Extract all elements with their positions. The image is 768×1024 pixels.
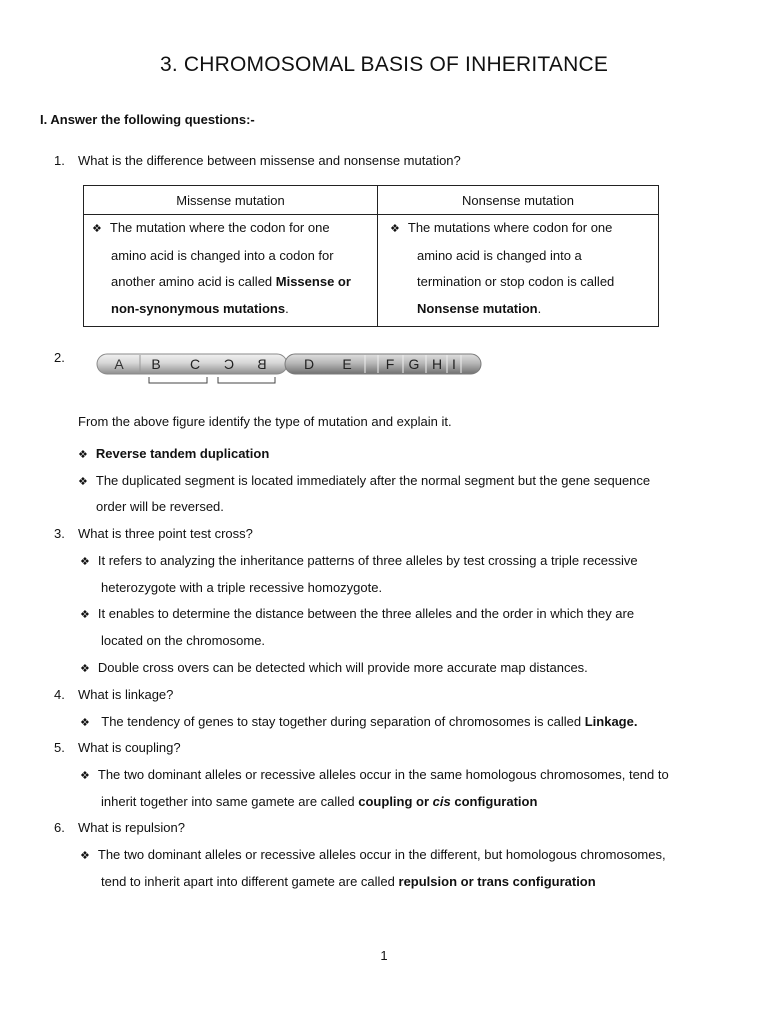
mutation-comparison-table <box>83 185 659 327</box>
answer-bullet: ❖ The two dominant alleles or recessive alleles occur in the same homologous chromosomes, tend to <box>80 767 669 782</box>
segment-bracket <box>149 377 207 383</box>
question-1 <box>54 153 461 168</box>
answer-line: inherit together into same gamete are called coupling or cis configuration <box>101 794 538 809</box>
question-text: What is coupling? <box>78 740 181 755</box>
answer-text: ❖ Reverse tandem duplication <box>78 446 269 461</box>
answer-bullet: ❖ It refers to analyzing the inheritance patterns of three alleles by test crossing a triple recessive <box>80 553 638 568</box>
question-number: 1. <box>54 153 65 168</box>
gene-label: I <box>452 356 456 372</box>
cell-line: ❖ The mutations where codon for one <box>390 215 652 243</box>
answer-bullet: ❖ Double cross overs can be detected which will provide more accurate map distances. <box>80 660 588 675</box>
section-marker: I. <box>40 112 48 127</box>
gene-label: E <box>342 356 352 372</box>
cell-line: termination or stop codon is called <box>417 274 615 289</box>
page-title: 3. CHROMOSOMAL BASIS OF INHERITANCE <box>159 53 609 76</box>
table-row <box>84 215 659 327</box>
page-number: 1 <box>380 948 388 963</box>
explanation-line: ❖ The duplicated segment is located immediately after the normal segment but the gene sequence <box>78 473 650 488</box>
cell-line: amino acid is changed into a codon for <box>111 247 334 263</box>
answer-bullet: ❖ The two dominant alleles or recessive alleles occur in the different, but homologous chromosomes, <box>80 847 666 862</box>
question-text: What is repulsion? <box>78 820 185 835</box>
table-header-nonsense: Nonsense mutation <box>378 186 659 215</box>
question-number: 5. <box>54 740 65 755</box>
cell-line: non-synonymous mutations. <box>111 300 289 316</box>
gene-label: A <box>114 356 124 372</box>
table-header-row <box>84 186 659 215</box>
question-4 <box>54 687 173 702</box>
nonsense-cell <box>378 215 659 327</box>
question-text: What is the difference between missense and nonsense mutation? <box>78 153 461 168</box>
gene-label: G <box>408 356 420 372</box>
gene-label: H <box>431 356 443 372</box>
question-text: What is linkage? <box>78 687 174 702</box>
explanation-line: order will be reversed. <box>96 499 224 514</box>
question-3 <box>54 526 253 541</box>
answer-line: tend to inherit apart into different gamete are called repulsion or trans configuration <box>101 874 596 889</box>
question-text: What is three point test cross? <box>78 526 253 541</box>
question-2-number: 2. <box>54 350 65 365</box>
cell-line: another amino acid is called Missense or <box>111 274 351 289</box>
gene-label: B <box>151 356 161 372</box>
cell-line: ❖ The mutation where the codon for one <box>92 215 371 243</box>
section-label: Answer the following questions:- <box>50 112 255 127</box>
table-header-missense: Missense mutation <box>84 186 378 215</box>
answer-line: located on the chromosome. <box>101 633 266 648</box>
answer-line: heterozygote with a triple recessive homozygote. <box>101 580 383 595</box>
question-5 <box>54 740 181 755</box>
segment-bracket <box>218 377 275 383</box>
chromosome-figure <box>95 350 485 390</box>
gene-label-inverted: C <box>223 356 235 372</box>
gene-label: F <box>385 356 395 372</box>
gene-label: D <box>303 356 315 372</box>
cell-line: amino acid is changed into a <box>417 247 582 263</box>
answer-bullet: ❖ It enables to determine the distance between the three alleles and the order in which they are <box>80 606 634 621</box>
answer-bullet: ❖ The tendency of genes to stay together during separation of chromosomes is called Linkage. <box>80 714 637 729</box>
gene-label-inverted: B <box>257 356 267 372</box>
cell-line: Nonsense mutation. <box>417 300 542 316</box>
question-number: 3. <box>54 526 65 541</box>
question-2-prompt: From the above figure identify the type of mutation and explain it. <box>78 414 452 429</box>
gene-label: C <box>189 356 201 372</box>
question-6 <box>54 820 185 835</box>
missense-cell <box>84 215 378 327</box>
question-number: 6. <box>54 820 65 835</box>
question-number: 4. <box>54 687 65 702</box>
section-heading <box>40 112 255 127</box>
